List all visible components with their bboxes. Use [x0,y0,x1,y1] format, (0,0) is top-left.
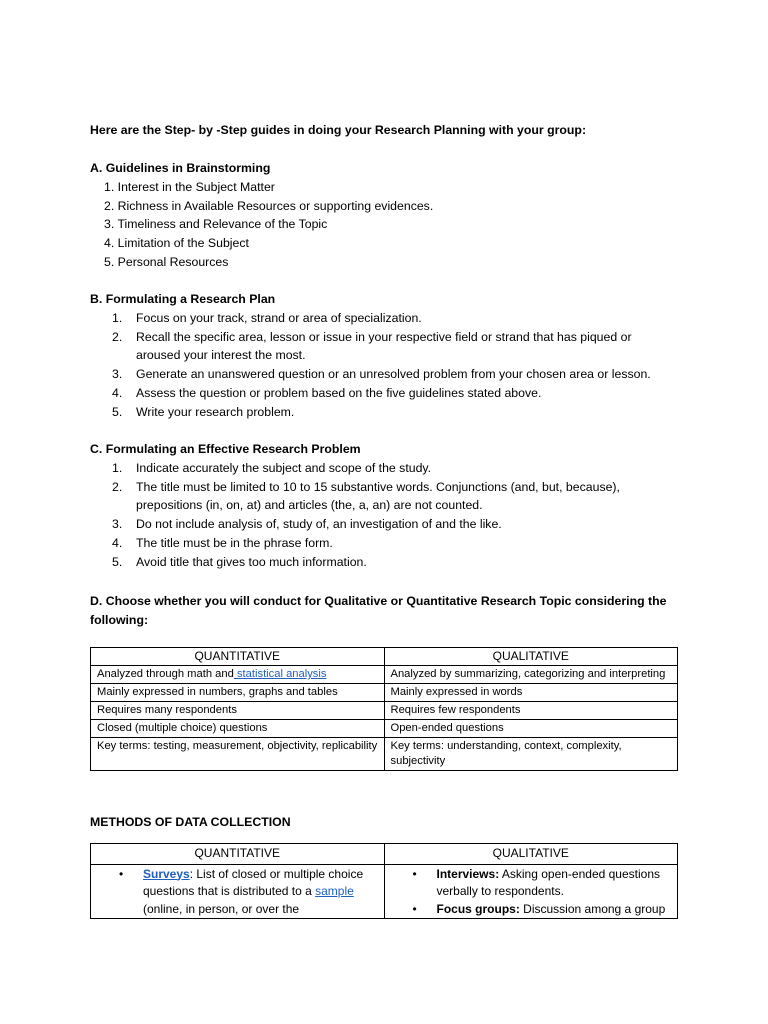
section-a [90,159,690,272]
table-header: QUANTITATIVE [91,648,385,666]
table-header: QUANTITATIVE [91,844,385,865]
table-row [91,684,678,702]
table-cell: Mainly expressed in words [384,684,678,702]
table-row [91,666,678,684]
table-row [91,864,678,919]
intro-heading: Here are the Step- by -Step guides in doing your Research Planning with your group: [90,123,587,137]
list-item: 4. The title must be in the phrase form. [112,535,333,550]
list-item: 1. Focus on your track, strand or area of specialization. [112,310,422,325]
list-item: 5. Personal Resources [104,254,229,269]
section-c [90,440,690,572]
list-item: • Surveys: List of closed or multiple choice questions that is distributed to a sample (online, in person, or over the [143,866,378,919]
section-a-title: A. Guidelines in Brainstorming [90,161,271,175]
section-b [90,290,690,422]
list-item: 1. Indicate accurately the subject and scope of the study. [112,460,432,475]
sample-link[interactable]: sample [315,884,354,898]
table-row [91,702,678,720]
table-cell: Mainly expressed in numbers, graphs and tables [91,684,385,702]
table-header-row [91,648,678,666]
section-c-title: C. Formulating an Effective Research Problem [90,442,361,456]
section-b-title: B. Formulating a Research Plan [90,292,276,306]
table-cell: Analyzed through math and statistical analysis [91,666,385,684]
statistical-analysis-link[interactable]: statistical analysis [233,668,327,680]
section-d-title: D. Choose whether you will conduct for Qualitative or Quantitative Research Topic considering the following: [90,594,667,627]
table-row [91,720,678,738]
list-item: 2. The title must be limited to 10 to 15 substantive words. Conjunctions (and, but, because), prepositions (in, on, at) and articles (the, a, an) are not counted. [112,479,620,513]
table-row [91,738,678,771]
list-item: 4. Assess the question or problem based on the five guidelines stated above. [112,385,542,400]
table-cell [384,864,678,919]
list-item: 2. Recall the specific area, lesson or issue in your respective field or strand that has piqued or aroused your interest the most. [112,329,632,363]
list-item: • Interviews: Asking open-ended questions verbally to respondents. [437,866,672,901]
table-cell: Analyzed by summarizing, categorizing and interpreting [384,666,678,684]
list-item: 3. Generate an unanswered question or an unresolved problem from your chosen area or lesson. [112,367,651,382]
table-cell: Key terms: testing, measurement, objectivity, replicability [91,738,385,771]
surveys-link[interactable]: Surveys [143,866,190,881]
list-item: 3. Do not include analysis of, study of, an investigation of and the like. [112,517,502,532]
table-cell: Closed (multiple choice) questions [91,720,385,738]
table-cell: Requires few respondents [384,702,678,720]
table-header: QUALITATIVE [384,844,678,865]
table-header-row [91,844,678,865]
list-item: 4. Limitation of the Subject [104,236,249,251]
methods-title: METHODS OF DATA COLLECTION [90,815,291,829]
list-item: 3. Timeliness and Relevance of the Topic [104,217,328,232]
list-item: 5. Avoid title that gives too much information. [112,554,367,569]
comparison-table [90,647,678,771]
table-cell [91,864,385,919]
list-item: • Focus groups: Discussion among a group [437,901,672,919]
table-cell: Requires many respondents [91,702,385,720]
list-item: 2. Richness in Available Resources or supporting evidences. [104,198,434,213]
list-item: 1. Interest in the Subject Matter [104,179,275,194]
methods-table [90,843,678,919]
table-header: QUALITATIVE [384,648,678,666]
table-cell: Key terms: understanding, context, complexity, subjectivity [384,738,678,771]
table-cell: Open-ended questions [384,720,678,738]
list-item: 5. Write your research problem. [112,404,295,419]
